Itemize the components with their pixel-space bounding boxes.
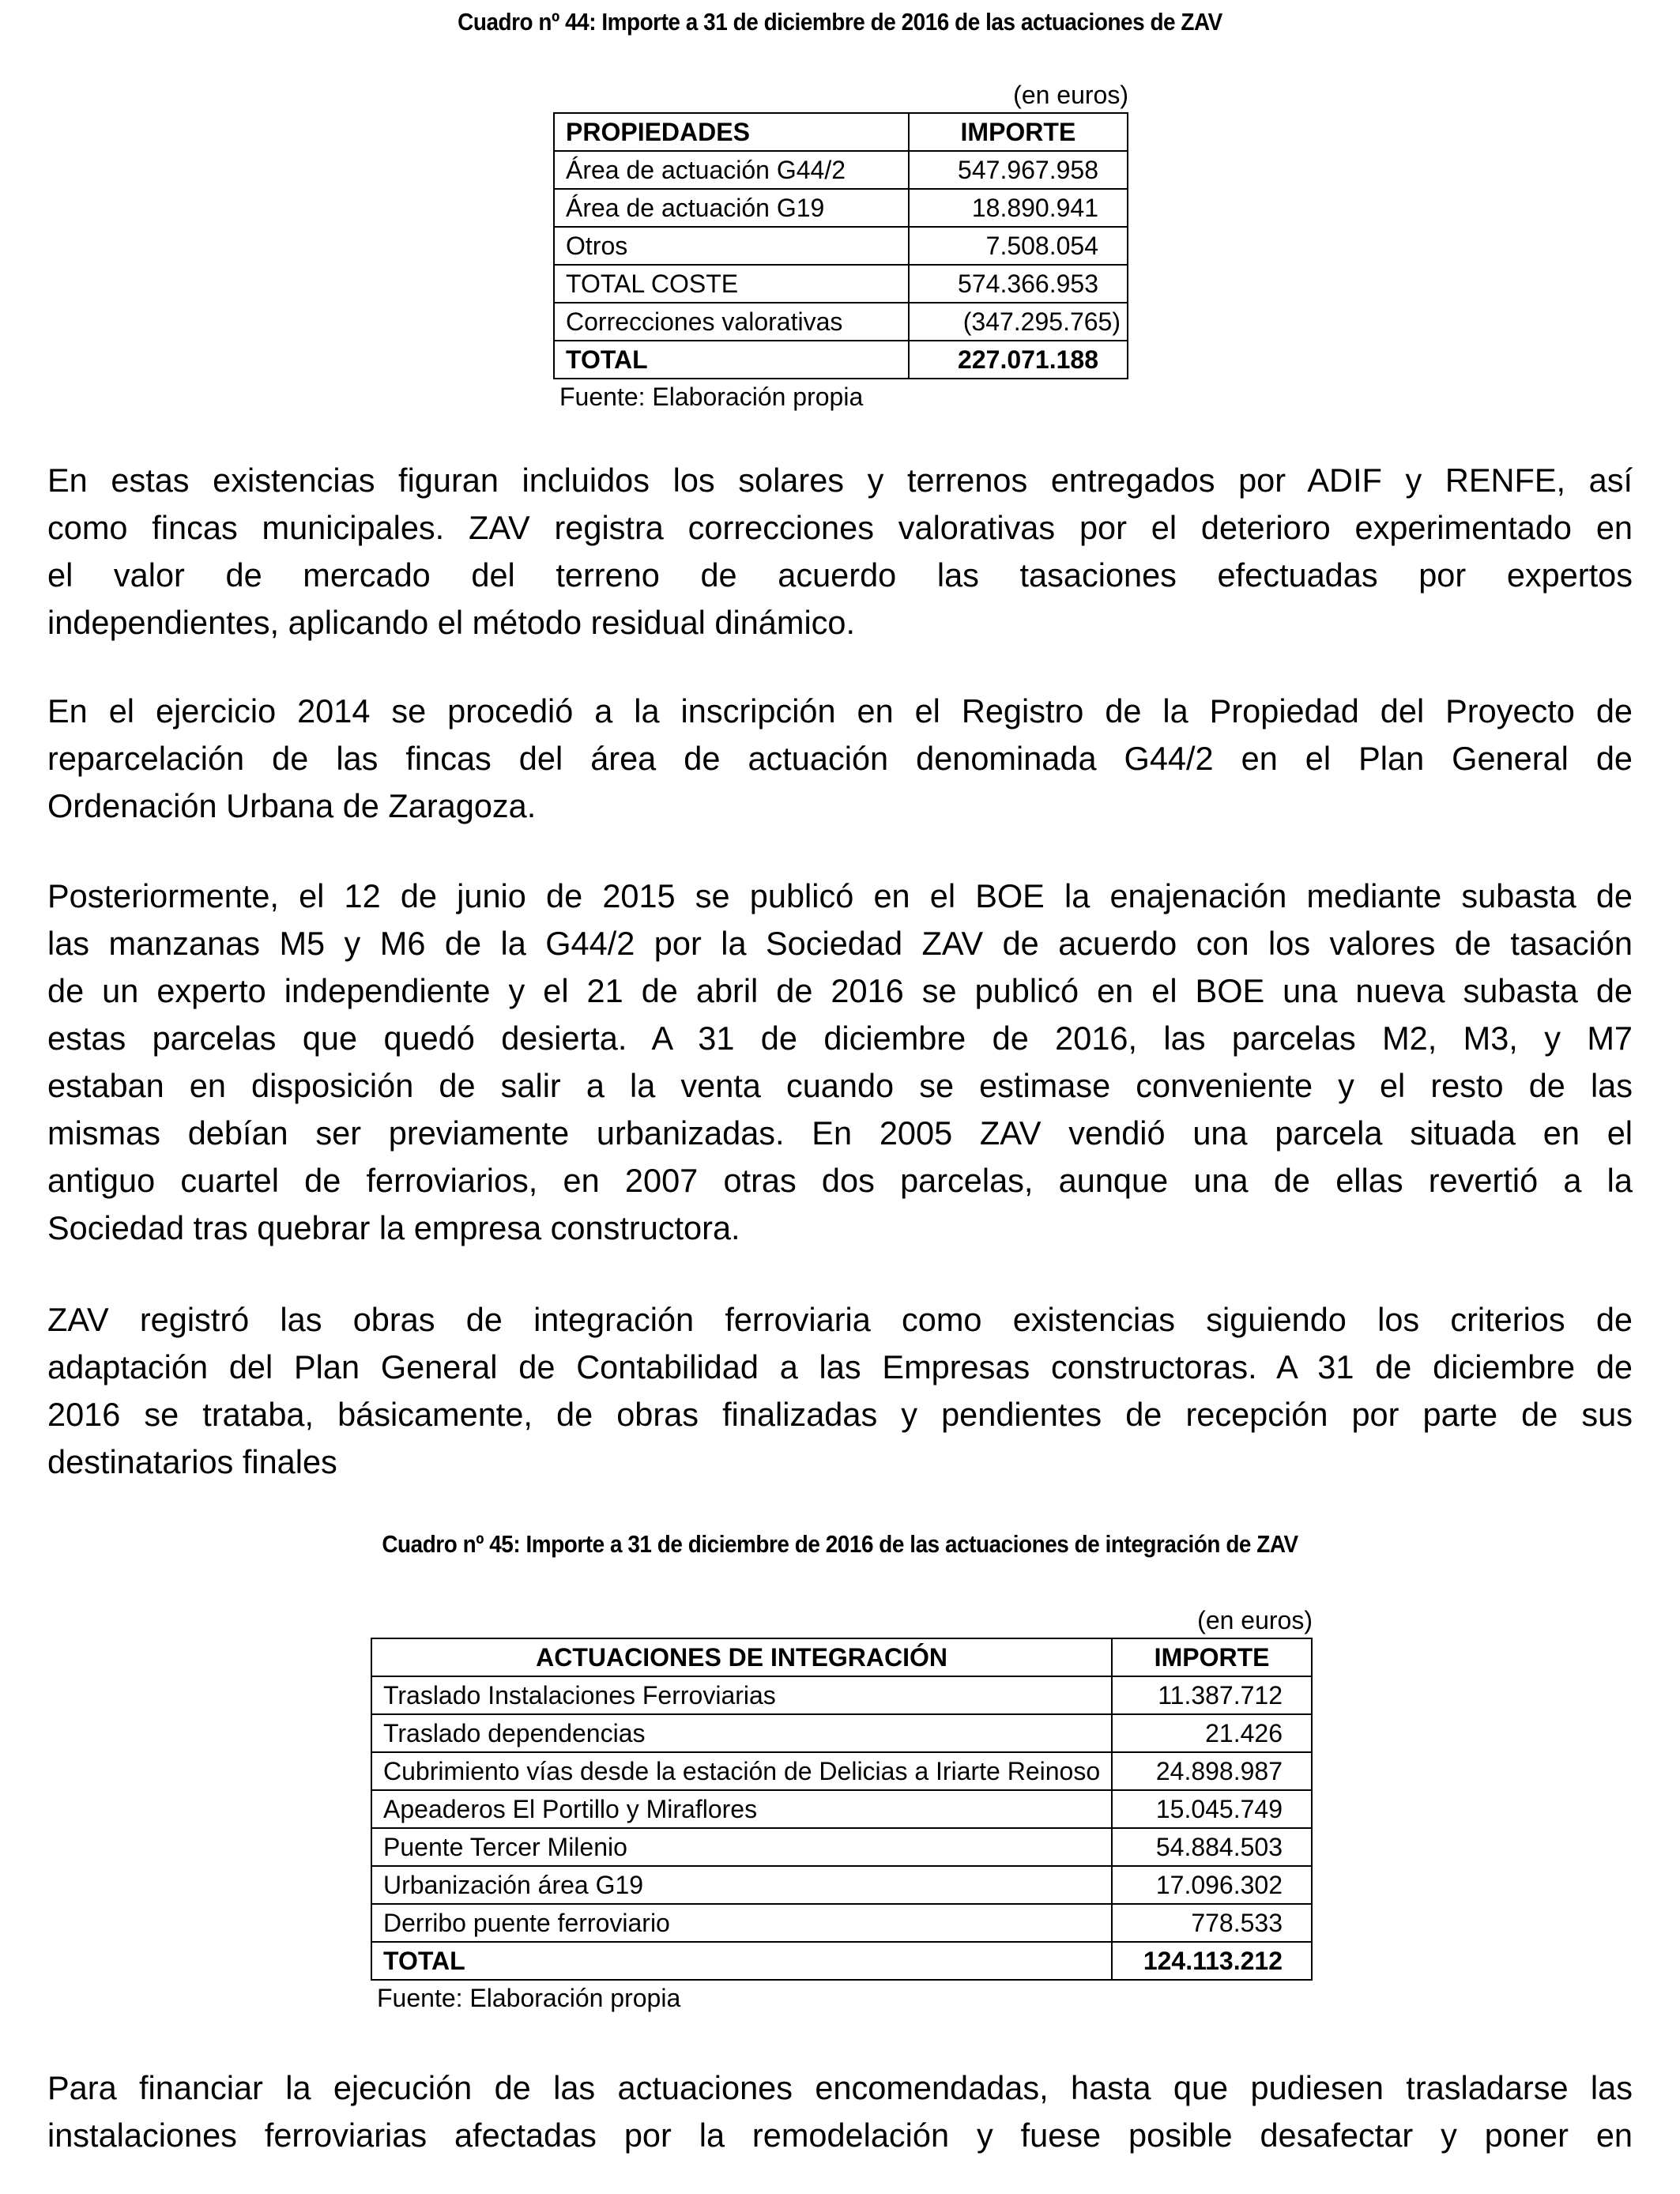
row-value: 15.045.749: [1112, 1790, 1312, 1828]
row-label: Urbanización área G19: [371, 1866, 1112, 1904]
row-value: 24.898.987: [1112, 1752, 1312, 1790]
row-value: 7.508.054: [909, 227, 1128, 265]
table-cuadro-45: [371, 1603, 1313, 2015]
unit-label: (en euros): [1197, 1606, 1313, 1634]
row-value: 17.096.302: [1112, 1866, 1312, 1904]
row-value: 547.967.958: [909, 151, 1128, 189]
paragraph-line: de un experto independiente y el 21 de abril de 2016 se publicó en el BOE una nueva subasta de: [47, 972, 1633, 1009]
table-row: [554, 303, 1128, 341]
body-paragraph: [47, 1296, 1633, 1486]
row-label: TOTAL COSTE: [554, 265, 909, 303]
paragraph-line: ZAV registró las obras de integración ferroviaria como existencias siguiendo los criterios de: [47, 1301, 1633, 1338]
paragraph-line: estaban en disposición de salir a la venta cuando se estimase conveniente y el resto de las: [47, 1067, 1633, 1104]
body-paragraph: [47, 873, 1633, 1252]
table-caption: Cuadro nº 44: Importe a 31 de diciembre de 2016 de las actuaciones de ZAV: [458, 8, 1222, 36]
table-row: [371, 1752, 1312, 1790]
paragraph-line: reparcelación de las fincas del área de actuación denominada G44/2 en el Plan General de: [47, 740, 1633, 777]
data-table: [371, 1638, 1313, 1981]
paragraph-line: Ordenación Urbana de Zaragoza.: [47, 787, 537, 824]
table-row: [554, 265, 1128, 303]
paragraph-line: antiguo cuartel de ferroviarios, en 2007 otras dos parcelas, aunque una de ellas revertió a la: [47, 1162, 1633, 1199]
paragraph-line: mismas debían ser previamente urbanizadas. En 2005 ZAV vendió una parcela situada en el: [47, 1114, 1633, 1152]
unit-label: (en euros): [1013, 81, 1128, 109]
body-paragraph: [47, 688, 1633, 830]
body-paragraph: [47, 2064, 1633, 2159]
paragraph-line: las manzanas M5 y M6 de la G44/2 por la Sociedad ZAV de acuerdo con los valores de tasación: [47, 925, 1633, 962]
row-value: 21.426: [1112, 1714, 1312, 1752]
table-cuadro-44: [553, 77, 1128, 414]
paragraph-line: adaptación del Plan General de Contabilidad a las Empresas constructoras. A 31 de diciembre de: [47, 1348, 1633, 1385]
table-row: [554, 151, 1128, 189]
paragraph-line: Posteriormente, el 12 de junio de 2015 se publicó en el BOE la enajenación mediante subasta de: [47, 877, 1633, 914]
table-caption: Cuadro nº 45: Importe a 31 de diciembre de 2016 de las actuaciones de integración de ZAV: [382, 1530, 1298, 1558]
table-total-row: [371, 1942, 1312, 1980]
table-row: [371, 1676, 1312, 1714]
paragraph-line: destinatarios finales: [47, 1443, 337, 1480]
column-header: IMPORTE: [909, 113, 1128, 151]
paragraph-line: independientes, aplicando el método residual dinámico.: [47, 604, 856, 641]
row-value: 124.113.212: [1112, 1942, 1312, 1980]
paragraph-line: Sociedad tras quebrar la empresa constructora.: [47, 1209, 740, 1246]
row-label: Puente Tercer Milenio: [371, 1828, 1112, 1866]
row-value: 778.533: [1112, 1904, 1312, 1942]
row-value: 574.366.953: [909, 265, 1128, 303]
paragraph-line: Para financiar la ejecución de las actuaciones encomendadas, hasta que pudiesen trasladarse las: [47, 2069, 1633, 2106]
row-label: Otros: [554, 227, 909, 265]
table-source: Fuente: Elaboración propia: [559, 383, 864, 411]
row-label: Cubrimiento vías desde la estación de Delicias a Iriarte Reinoso: [371, 1752, 1112, 1790]
paragraph-line: 2016 se trataba, básicamente, de obras finalizadas y pendientes de recepción por parte de sus: [47, 1396, 1633, 1433]
row-label: Traslado dependencias: [371, 1714, 1112, 1752]
body-paragraph: [47, 457, 1633, 647]
table-row: [371, 1866, 1312, 1904]
paragraph-line: En estas existencias figuran incluidos los solares y terrenos entregados por ADIF y RENFE, así: [47, 462, 1633, 499]
row-value: 11.387.712: [1112, 1676, 1312, 1714]
column-header: PROPIEDADES: [554, 113, 909, 151]
table-row: [371, 1828, 1312, 1866]
data-table: [553, 112, 1128, 379]
table-source: Fuente: Elaboración propia: [377, 1984, 681, 2012]
row-label: TOTAL: [371, 1942, 1112, 1980]
row-label: Traslado Instalaciones Ferroviarias: [371, 1676, 1112, 1714]
row-value: (347.295.765): [909, 303, 1128, 341]
paragraph-line: como fincas municipales. ZAV registra correcciones valorativas por el deterioro experimentado en: [47, 509, 1633, 546]
row-label: Área de actuación G19: [554, 189, 909, 227]
table-total-row: [554, 341, 1128, 379]
paragraph-line: estas parcelas que quedó desierta. A 31 de diciembre de 2016, las parcelas M2, M3, y M7: [47, 1020, 1633, 1057]
row-value: 54.884.503: [1112, 1828, 1312, 1866]
paragraph-line: instalaciones ferroviarias afectadas por la remodelación y fuese posible desafectar y poner en: [47, 2117, 1633, 2154]
paragraph-line: el valor de mercado del terreno de acuerdo las tasaciones efectuadas por expertos: [47, 556, 1633, 594]
row-label: Apeaderos El Portillo y Miraflores: [371, 1790, 1112, 1828]
table-row: [371, 1714, 1312, 1752]
row-value: 18.890.941: [909, 189, 1128, 227]
row-label: TOTAL: [554, 341, 909, 379]
column-header: IMPORTE: [1112, 1638, 1312, 1676]
row-value: 227.071.188: [909, 341, 1128, 379]
table-row: [371, 1790, 1312, 1828]
table-header-row: [554, 113, 1128, 151]
column-header: ACTUACIONES DE INTEGRACIÓN: [371, 1638, 1112, 1676]
row-label: Área de actuación G44/2: [554, 151, 909, 189]
paragraph-line: En el ejercicio 2014 se procedió a la inscripción en el Registro de la Propiedad del Proyecto de: [47, 692, 1633, 729]
table-row: [554, 189, 1128, 227]
row-label: Correcciones valorativas: [554, 303, 909, 341]
table-header-row: [371, 1638, 1312, 1676]
table-row: [371, 1904, 1312, 1942]
row-label: Derribo puente ferroviario: [371, 1904, 1112, 1942]
table-row: [554, 227, 1128, 265]
